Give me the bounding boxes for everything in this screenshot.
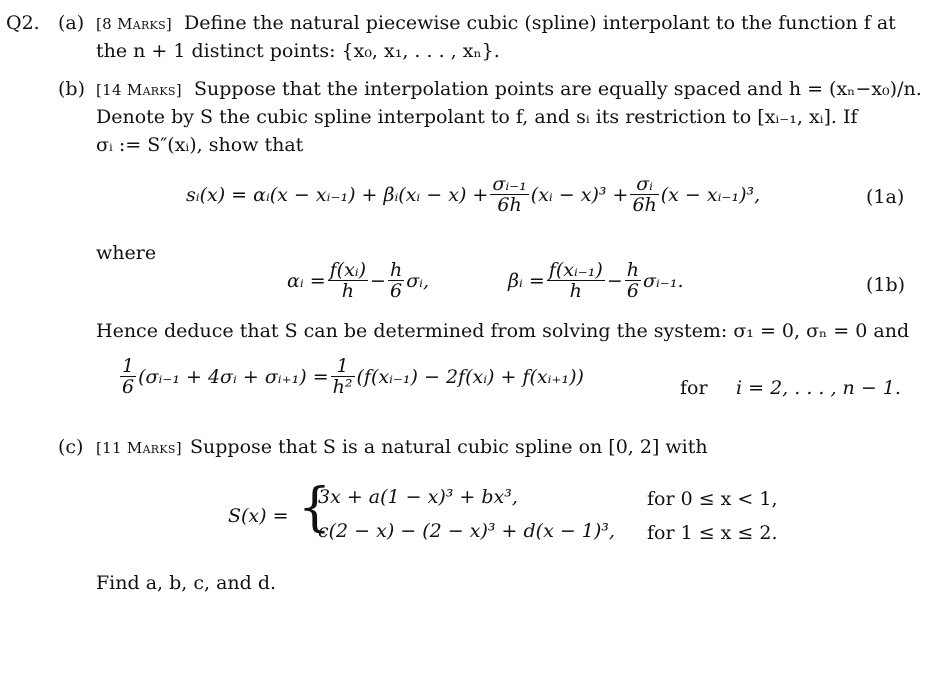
part-c-marks: [11 Marks] [96,439,182,457]
beta-minus: − [606,269,623,292]
eq1a-fraction-1 [490,174,528,215]
eq1a-f2-den: 6h [632,194,657,216]
alpha-fraction-1 [328,260,368,301]
alpha-tail: σᵢ, [406,269,430,292]
sys-mid: (σᵢ₋₁ + 4σᵢ + σᵢ₊₁) = [138,365,329,388]
equation-1b-alpha [287,260,429,301]
part-b-line3: σᵢ := S″(xᵢ), show that [96,134,304,156]
equation-tag-1b: (1b) [866,274,906,296]
equation-tag-1a: (1a) [866,186,905,208]
alpha-f1-den: h [341,280,354,302]
sys-f1-num: 1 [122,355,135,377]
where-label: where [96,242,157,264]
sys-f2-den: h² [332,376,353,398]
case2-expression: c(2 − x) − (2 − x)³ + d(x − 1)³, [318,520,615,542]
piecewise-brace: { [298,478,332,538]
eq1a-fraction-2 [630,174,658,215]
eq1a-left: sᵢ(x) = αᵢ(x − xᵢ₋₁) + βᵢ(xᵢ − x) + [186,183,489,206]
sys-fraction-2 [331,356,355,397]
part-a-line1: Define the natural piecewise cubic (spline) interpolant to the function f at [184,12,896,34]
beta-lhs: βᵢ = [508,269,545,292]
part-b-label: (b) [58,78,85,100]
equation-1a [186,174,760,215]
alpha-fraction-2 [388,260,404,301]
sys-f2-num: 1 [331,356,355,377]
sys-f1-den: 6 [122,376,135,398]
system-equation [118,356,584,397]
part-c-label: (c) [58,436,84,458]
eq1a-right: (x − xᵢ₋₁)³, [660,183,761,206]
part-a-label: (a) [58,12,85,34]
alpha-f2-den: 6 [390,280,403,302]
case2-condition: for 1 ≤ x ≤ 2. [647,522,778,544]
sys-range: i = 2, . . . , n − 1. [736,377,901,399]
case1-condition: for 0 ≤ x < 1, [647,488,778,510]
beta-f2-den: 6 [626,280,639,302]
beta-f1-den: h [569,280,582,302]
question-label: Q2. [6,12,40,34]
s-lhs: S(x) = [228,505,289,527]
hence-line: Hence deduce that S can be determined from solving the system: σ₁ = 0, σₙ = 0 and [96,320,910,342]
beta-fraction-2 [625,260,641,301]
sys-fraction-1 [120,356,136,397]
case1-expression: 3x + a(1 − x)³ + bx³, [318,486,518,508]
find-line: Find a, b, c, and d. [96,572,277,594]
alpha-lhs: αᵢ = [287,269,326,292]
alpha-f1-num: f(xᵢ) [329,259,367,281]
part-b-marks: [14 Marks] [96,81,182,99]
part-a-line2: the n + 1 distinct points: {x₀, x₁, . . . , xₙ}. [96,40,500,62]
beta-f1-num: f(xᵢ₋₁) [548,259,603,281]
equation-1b-beta [508,260,683,301]
eq1a-f1-num: σᵢ₋₁ [492,173,527,195]
part-b-line2: Denote by S the cubic spline interpolant to f, and sᵢ its restriction to [xᵢ₋₁, xᵢ]. If [96,106,858,128]
part-c-line1: Suppose that S is a natural cubic spline on [0, 2] with [190,436,708,458]
sys-right: (f(xᵢ₋₁) − 2f(xᵢ) + f(xᵢ₊₁)) [356,365,584,388]
alpha-minus: − [370,269,386,292]
eq1a-f1-den: 6h [497,194,522,216]
eq1a-mid: (xᵢ − x)³ + [530,183,629,206]
part-b-line1: Suppose that the interpolation points are equally spaced and h = (xₙ−x₀)/n. [194,78,922,100]
alpha-f2-num: h [389,259,403,281]
eq1a-f2-num: σᵢ [630,174,658,195]
beta-f2-num: h [626,259,639,281]
part-a-marks: [8 Marks] [96,15,173,33]
sys-for: for [680,377,708,399]
beta-fraction-1 [547,260,605,301]
beta-tail: σᵢ₋₁. [643,269,684,292]
